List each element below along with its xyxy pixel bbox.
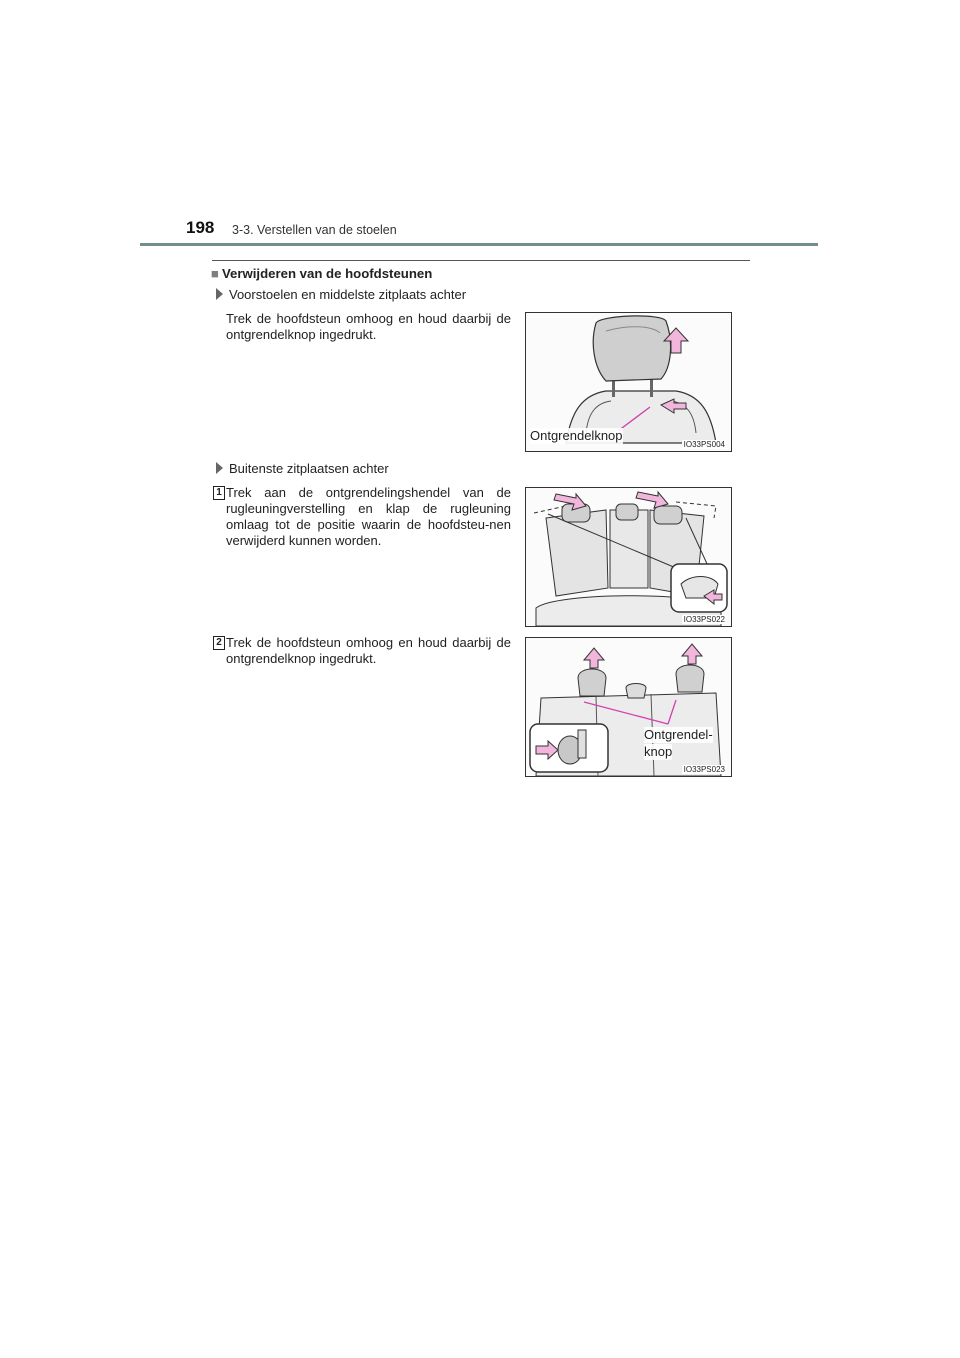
- figure-label-release-button-line2: knop: [644, 744, 673, 759]
- figure-label-release-button-line1: Ontgrendel-: [644, 727, 713, 742]
- step-number-1: 1: [213, 486, 225, 500]
- figure-rear-headrest: [525, 637, 732, 777]
- subheading-front: [216, 287, 466, 302]
- figure-rear-seatback: [525, 487, 732, 627]
- figure-code: IO33PS023: [683, 765, 725, 774]
- header-divider: [140, 243, 818, 246]
- rear-seat-illustration: [526, 488, 731, 626]
- step-number-2: 2: [213, 636, 225, 650]
- figure-code: IO33PS022: [683, 615, 725, 624]
- content-divider: [212, 260, 750, 261]
- rear-headrest-illustration: [526, 638, 731, 776]
- page-number: 198: [186, 218, 215, 237]
- step1-instruction: Trek aan de ontgrendelingshendel van de rugleuningverstelling en klap de rugleuning omlaag tot de positie waarin de hoofdsteu-nen verwijderd kunnen worden.: [226, 485, 511, 548]
- triangle-bullet-icon: [216, 288, 223, 300]
- subheading-rear: [216, 461, 389, 476]
- figure-label-release-button: Ontgrendelknop: [530, 428, 623, 443]
- subheading-rear-label: Buitenste zitplaatsen achter: [229, 461, 389, 476]
- heading-title: Verwijderen van de hoofdsteunen: [221, 266, 433, 281]
- figure-front-headrest: [525, 312, 732, 452]
- subheading-front-label: Voorstoelen en middelste zitplaats achter: [229, 287, 467, 302]
- square-bullet-icon: ■: [211, 266, 219, 281]
- triangle-bullet-icon: [216, 462, 223, 474]
- front-instruction: Trek de hoofdsteun omhoog en houd daarbij de ontgrendelknop ingedrukt.: [226, 311, 511, 342]
- figure-code: IO33PS004: [683, 440, 725, 449]
- section-heading: [211, 266, 432, 281]
- section-title: 3-3. Verstellen van de stoelen: [232, 223, 397, 237]
- step2-instruction: Trek de hoofdsteun omhoog en houd daarbij de ontgrendelknop ingedrukt.: [226, 635, 511, 666]
